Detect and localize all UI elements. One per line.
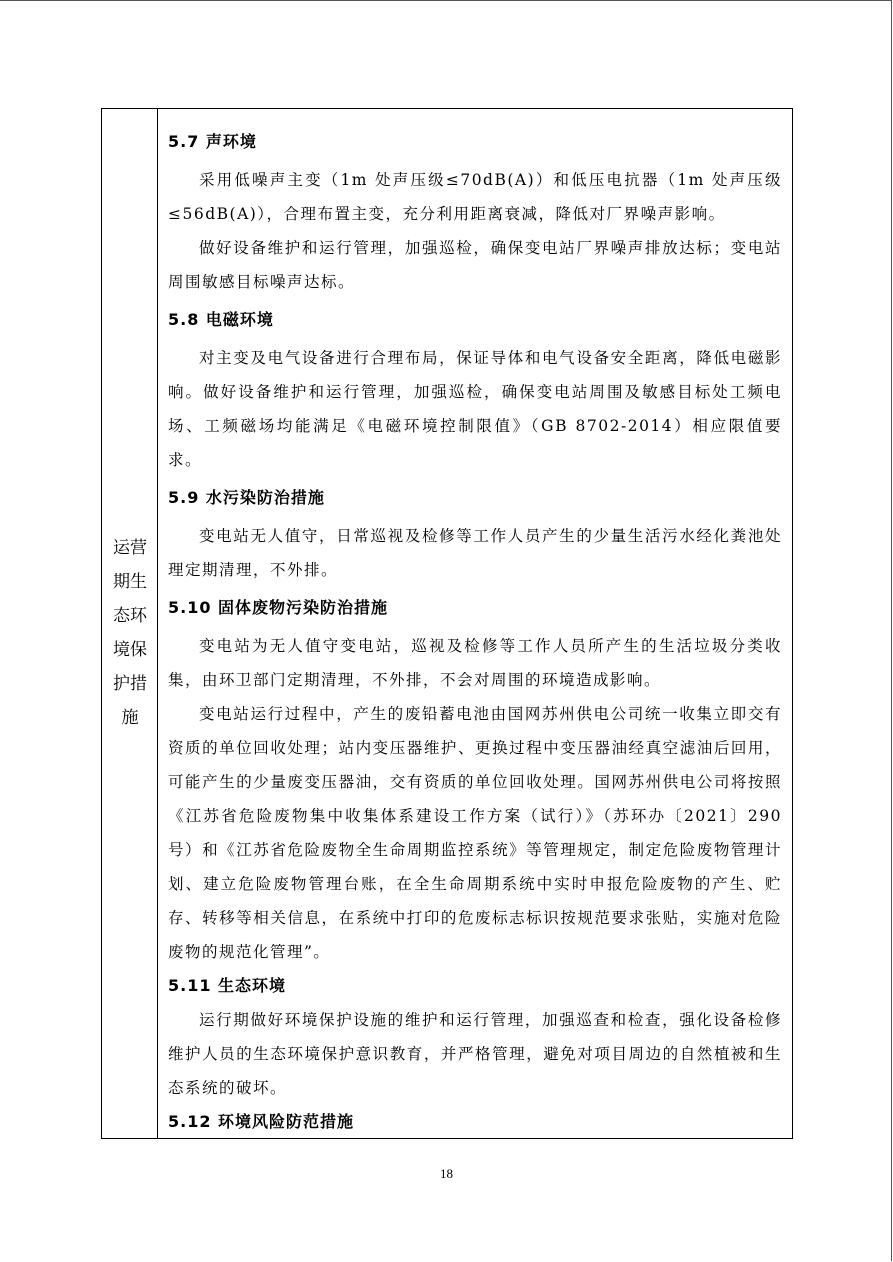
- row-label-line: 期生: [113, 572, 147, 592]
- row-label-cell: [102, 109, 158, 1138]
- section-heading: 5.12 环境风险防范措施: [168, 1112, 355, 1131]
- row-label-line: 境保: [113, 640, 147, 660]
- content-cell: [168, 125, 782, 1139]
- paragraph: 采用低噪声主变（1m 处声压级≤70dB(A)）和低压电抗器（1m 处声压级≤56dB(A)），合理布置主变，充分利用距离衰减，降低对厂界噪声影响。: [168, 171, 782, 223]
- section-solid-waste: [168, 591, 782, 969]
- section-risk: [168, 1105, 782, 1139]
- section-heading: 5.11 生态环境: [168, 976, 287, 995]
- row-label-line: 施: [121, 708, 139, 728]
- row-label: [102, 531, 158, 735]
- page-number: 18: [440, 1166, 453, 1181]
- paragraph: 运行期做好环境保护设施的维护和运行管理，加强巡查和检查，强化设备检修维护人员的生态环境保护意识教育，并严格管理，避免对项目周边的自然植被和生态系统的破坏。: [168, 1011, 782, 1097]
- row-label-line: 态环: [113, 606, 147, 626]
- paragraph: 变电站运行过程中，产生的废铅蓄电池由国网苏州供电公司统一收集立即交有资质的单位回收处理；站内变压器维护、更换过程中变压器油经真空滤油后回用，可能产生的少量废变压器油，交有资质的单位回收处理。国网苏州供电公司将按照《江苏省危险废物集中收集体系建设工作方案（试行）》（苏环办〔2021〕290 号）和《江苏省危险废物全生命周期监控系统》等管理规定，制定危险废物管理计划、建立危险废物管理台账，在全生命周期系统中实时申报危险废物的产生、贮存、转移等相关信息，在系统中打印的危废标志标识按规范要求张贴，实施对危险废物的规范化管理”。: [168, 705, 782, 961]
- section-heading: 5.9 水污染防治措施: [168, 488, 325, 507]
- paragraph: 变电站为无人值守变电站，巡视及检修等工作人员所产生的生活垃圾分类收集，由环卫部门定期清理，不外排，不会对周围的环境造成影响。: [168, 637, 782, 689]
- row-label-line: 护措: [113, 674, 147, 694]
- row-label-line: 运营: [113, 538, 147, 558]
- section-electromagnetic: [168, 303, 782, 477]
- section-water: [168, 481, 782, 587]
- measures-table: [101, 108, 793, 1139]
- section-ecology: [168, 969, 782, 1105]
- paragraph: 对主变及电气设备进行合理布局，保证导体和电气设备安全距离，降低电磁影响。做好设备维护和运行管理，加强巡检，确保变电站周围及敏感目标处工频电场、工频磁场均能满足《电磁环境控制限值》（GB 8702-2014）相应限值要求。: [168, 349, 782, 469]
- section-heading: 5.7 声环境: [168, 132, 257, 151]
- section-heading: 5.8 电磁环境: [168, 310, 274, 329]
- paragraph: 做好设备维护和运行管理，加强巡检，确保变电站厂界噪声排放达标；变电站周围敏感目标噪声达标。: [168, 239, 782, 291]
- paragraph: 变电站无人值守，日常巡视及检修等工作人员产生的少量生活污水经化粪池处理定期清理，不外排。: [168, 527, 782, 579]
- section-heading: 5.10 固体废物污染防治措施: [168, 598, 389, 617]
- section-noise: [168, 125, 782, 299]
